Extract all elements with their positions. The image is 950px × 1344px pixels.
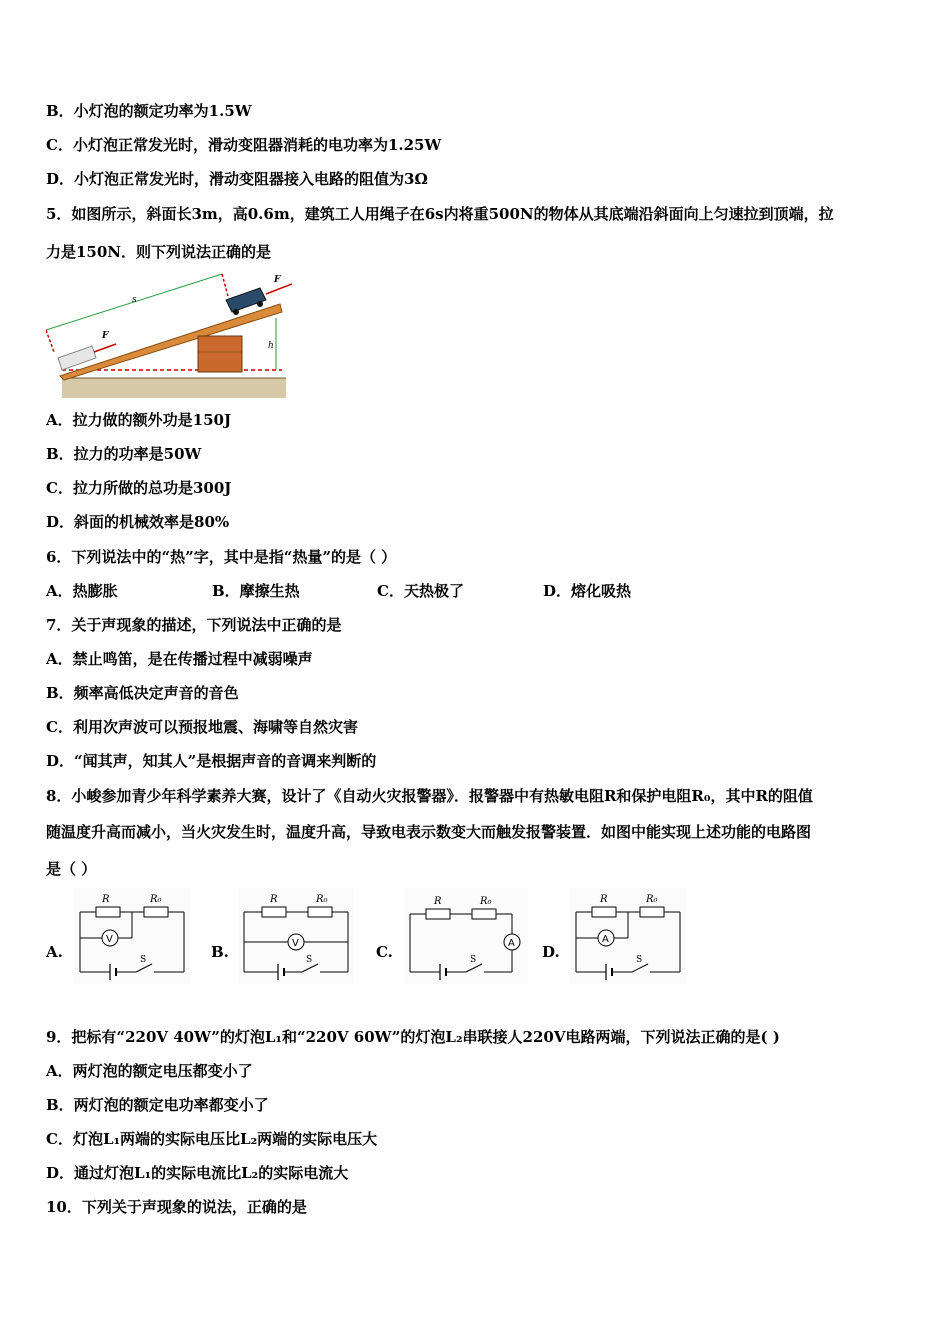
q5-stem-line1: 5．如图所示，斜面长3m，高0.6m，建筑工人用绳子在6s内将重500N的物体从其底端沿斜面向上匀速拉到顶端，拉 bbox=[46, 205, 834, 223]
q8-stem-line3: 是（ ） bbox=[46, 860, 97, 878]
circuit-a-v-label: V bbox=[106, 934, 113, 945]
label-f2: F bbox=[274, 275, 281, 285]
q8-stem-line2: 随温度升高而减小，当火灾发生时，温度升高，导致电表示数变大而触发报警装置．如图中能实现上述功能的电路图 bbox=[46, 823, 812, 841]
label-h: h bbox=[268, 341, 274, 351]
q6-option-a: A．热膨胀 bbox=[46, 582, 118, 600]
circuit-d-a-label: A bbox=[602, 934, 609, 945]
circuit-c-r-label: R bbox=[434, 896, 442, 907]
circuit-a-resistor-r bbox=[96, 907, 120, 917]
q5-option-b: B．拉力的功率是50W bbox=[46, 445, 202, 463]
q4-option-c: C．小灯泡正常发光时，滑动变阻器消耗的电功率为1.25W bbox=[46, 136, 442, 154]
q7-option-b: B．频率高低决定声音的音色 bbox=[46, 684, 239, 702]
q8-stem-line1: 8．小峻参加青少年科学素养大赛，设计了《自动火灾报警器》．报警器中有热敏电阻R和保护电阻R₀，其中R的阻值 bbox=[46, 787, 813, 805]
circuit-b bbox=[238, 888, 354, 984]
q7-option-a: A．禁止鸣笛，是在传播过程中减弱噪声 bbox=[46, 650, 313, 668]
label-s: s bbox=[132, 295, 137, 305]
circuit-a-resistor-r0 bbox=[144, 907, 168, 917]
q9-option-a: A．两灯泡的额定电压都变小了 bbox=[46, 1062, 253, 1080]
label-f1: F bbox=[102, 331, 109, 341]
circuit-c bbox=[404, 888, 528, 984]
circuit-a bbox=[74, 888, 190, 984]
circuit-b-r0-label: R₀ bbox=[316, 894, 328, 905]
circuit-d bbox=[570, 888, 686, 984]
q8-option-b-label: B. bbox=[211, 943, 229, 961]
circuit-c-s-label: S bbox=[470, 955, 477, 965]
q6-option-b: B．摩擦生热 bbox=[212, 582, 300, 600]
circuit-a-r0-label: R₀ bbox=[150, 894, 162, 905]
q6-option-d: D．熔化吸热 bbox=[543, 582, 632, 600]
q5-option-d: D．斜面的机械效率是80% bbox=[46, 513, 230, 531]
q7-stem: 7．关于声现象的描述，下列说法中正确的是 bbox=[46, 616, 342, 634]
q5-option-c: C．拉力所做的总功是300J bbox=[46, 479, 232, 497]
circuit-b-v-label: V bbox=[292, 938, 299, 949]
q8-option-a-label: A. bbox=[46, 943, 63, 961]
circuit-c-r0-label: R₀ bbox=[480, 896, 492, 907]
q8-option-d-label: D. bbox=[542, 943, 560, 961]
circuit-b-s-label: S bbox=[306, 955, 313, 965]
q9-option-c: C．灯泡L₁两端的实际电压比L₂两端的实际电压大 bbox=[46, 1130, 378, 1148]
q4-option-d: D．小灯泡正常发光时，滑动变阻器接入电路的阻值为3Ω bbox=[46, 170, 428, 188]
incline-figure bbox=[46, 272, 292, 400]
circuit-a-r-label: R bbox=[102, 894, 110, 905]
circuit-d-r-label: R bbox=[600, 894, 608, 905]
q7-option-c: C．利用次声波可以预报地震、海啸等自然灾害 bbox=[46, 718, 358, 736]
q9-option-d: D．通过灯泡L₁的实际电流比L₂的实际电流大 bbox=[46, 1164, 349, 1182]
q5-option-a: A．拉力做的额外功是150J bbox=[46, 411, 232, 429]
q6-option-c: C．天热极了 bbox=[377, 582, 464, 600]
circuit-a-s-label: S bbox=[140, 955, 147, 965]
q10-stem: 10．下列关于声现象的说法，正确的是 bbox=[46, 1198, 307, 1216]
circuit-d-r0-label: R₀ bbox=[646, 894, 658, 905]
q5-stem-line2: 力是150N．则下列说法正确的是 bbox=[46, 243, 272, 261]
q4-option-b: B．小灯泡的额定功率为1.5W bbox=[46, 102, 252, 120]
circuit-b-r-label: R bbox=[270, 894, 278, 905]
circuit-c-a-label: A bbox=[508, 938, 515, 949]
q9-stem: 9．把标有“220V 40W”的灯泡L₁和“220V 60W”的灯泡L₂串联接人220V电路两端，下列说法正确的是( ) bbox=[46, 1028, 780, 1046]
q9-option-b: B．两灯泡的额定电功率都变小了 bbox=[46, 1096, 269, 1114]
q8-option-c-label: C. bbox=[376, 943, 393, 961]
q7-option-d: D．“闻其声，知其人”是根据声音的音调来判断的 bbox=[46, 752, 377, 770]
circuit-d-s-label: S bbox=[636, 955, 643, 965]
q6-stem: 6．下列说法中的“热”字，其中是指“热量”的是（ ） bbox=[46, 548, 397, 566]
